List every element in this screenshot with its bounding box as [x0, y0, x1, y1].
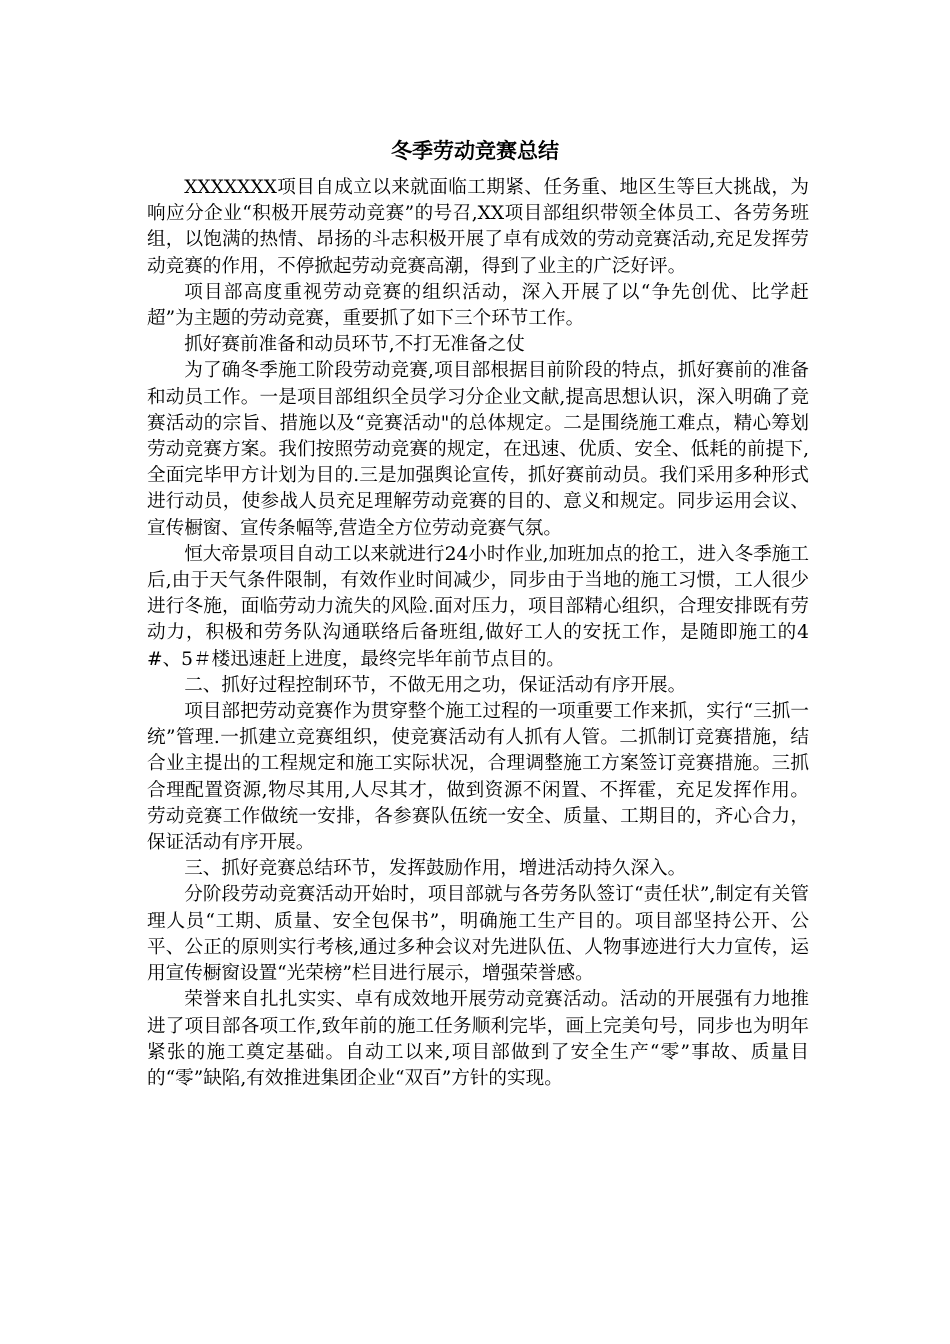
paragraph-summary-incentive: 分阶段劳动竞赛活动开始时，项目部就与各劳务队签订“责任状”,制定有关管理人员“工期、质量、安全包保书”，明确施工生产目的。项目部坚持公开、公平、公正的原则实行考核,通过多种会议对先进队伍、人物事迹进行大力宣传，运用宣传橱窗设置“光荣榜”栏目进行展示，增强荣誉感。: [147, 884, 809, 985]
section-heading-2: 二、抓好过程控制环节，不做无用之功，保证活动有序开展。: [184, 674, 687, 696]
paragraph-intro: XXXXXXX项目自成立以来就面临工期紧、任务重、地区生等巨大挑战，为响应分企业“积极开展劳动竞赛”的号召,XX项目部组织带领全体员工、各劳务班组，以饱满的热情、昂扬的斗志积极开展了卓有成效的劳动竞赛活动,充足发挥劳动竞赛的作用，不停掀起劳动竞赛高潮，得到了业主的广泛好评。: [147, 177, 809, 277]
paragraph-conclusion: 荣誉来自扎扎实实、卓有成效地开展劳动竞赛活动。活动的开展强有力地推进了项目部各项工作,致年前的施工任务顺利完毕，画上完美句号，同步也为明年紧张的施工奠定基础。自动工以来,项目部做到了安全生产“零”事故、质量目的“零”缺陷,有效推进集团企业“双百”方针的实现。: [147, 989, 809, 1089]
paragraph-preparation: 为了确冬季施工阶段劳动竞赛,项目部根据目前阶段的特点，抓好赛前的准备和动员工作。一是项目部组织全员学习分企业文献,提高思想认识，深入明确了竞赛活动的宗旨、措施以及“竞赛活动"的总体规定。二是围绕施工难点，精心筹划劳动竞赛方案。我们按照劳动竞赛的规定，在迅速、优质、安全、低耗的前提下,全面完毕甲方计划为目的.三是加强舆论宣传，抓好赛前动员。我们采用多种形式进行动员，使参战人员充足理解劳动竞赛的目的、意义和规定。同步运用会议、宣传橱窗、宣传条幅等,营造全方位劳动竞赛气氛。: [147, 360, 809, 539]
document-title: 冬季劳动竞赛总结: [391, 138, 559, 163]
paragraph-winter-construction: 恒大帝景项目自动工以来就进行24小时作业,加班加点的抢工，进入冬季施工后,由于天气条件限制，有效作业时间减少，同步由于当地的施工习惯，工人很少进行冬施，面临劳动力流失的风险.面对压力，项目部精心组织，合理安排既有劳动力，积极和劳务队沟通联络后备班组,做好工人的安抚工作，是随即施工的4#、5＃楼迅速赶上进度，最终完毕年前节点目的。: [147, 543, 809, 670]
document-body: [147, 175, 809, 1092]
section-heading-1: 抓好赛前准备和动员环节,不打无准备之仗: [184, 334, 525, 356]
paragraph-overview: 项目部高度重视劳动竞赛的组织活动，深入开展了以“争先创优、比学赶超”为主题的劳动竞赛，重要抓了如下三个环节工作。: [147, 281, 809, 330]
paragraph-process-control: 项目部把劳动竞赛作为贯穿整个施工过程的一项重要工作来抓，实行“三抓一统”管理.一抓建立竞赛组织，使竞赛活动有人抓有人管。二抓制订竞赛措施，结合业主提出的工程规定和施工实际状况，合理调整施工方案签订竞赛措施。三抓合理配置资源,物尽其用,人尽其才，做到资源不闲置、不挥霍，充足发挥作用。劳动竞赛工作做统一安排，各参赛队伍统一安全、质量、工期目的，齐心合力，保证活动有序开展。: [147, 701, 809, 854]
section-heading-3: 三、抓好竞赛总结环节，发挥鼓励作用，增进活动持久深入。: [184, 858, 687, 880]
